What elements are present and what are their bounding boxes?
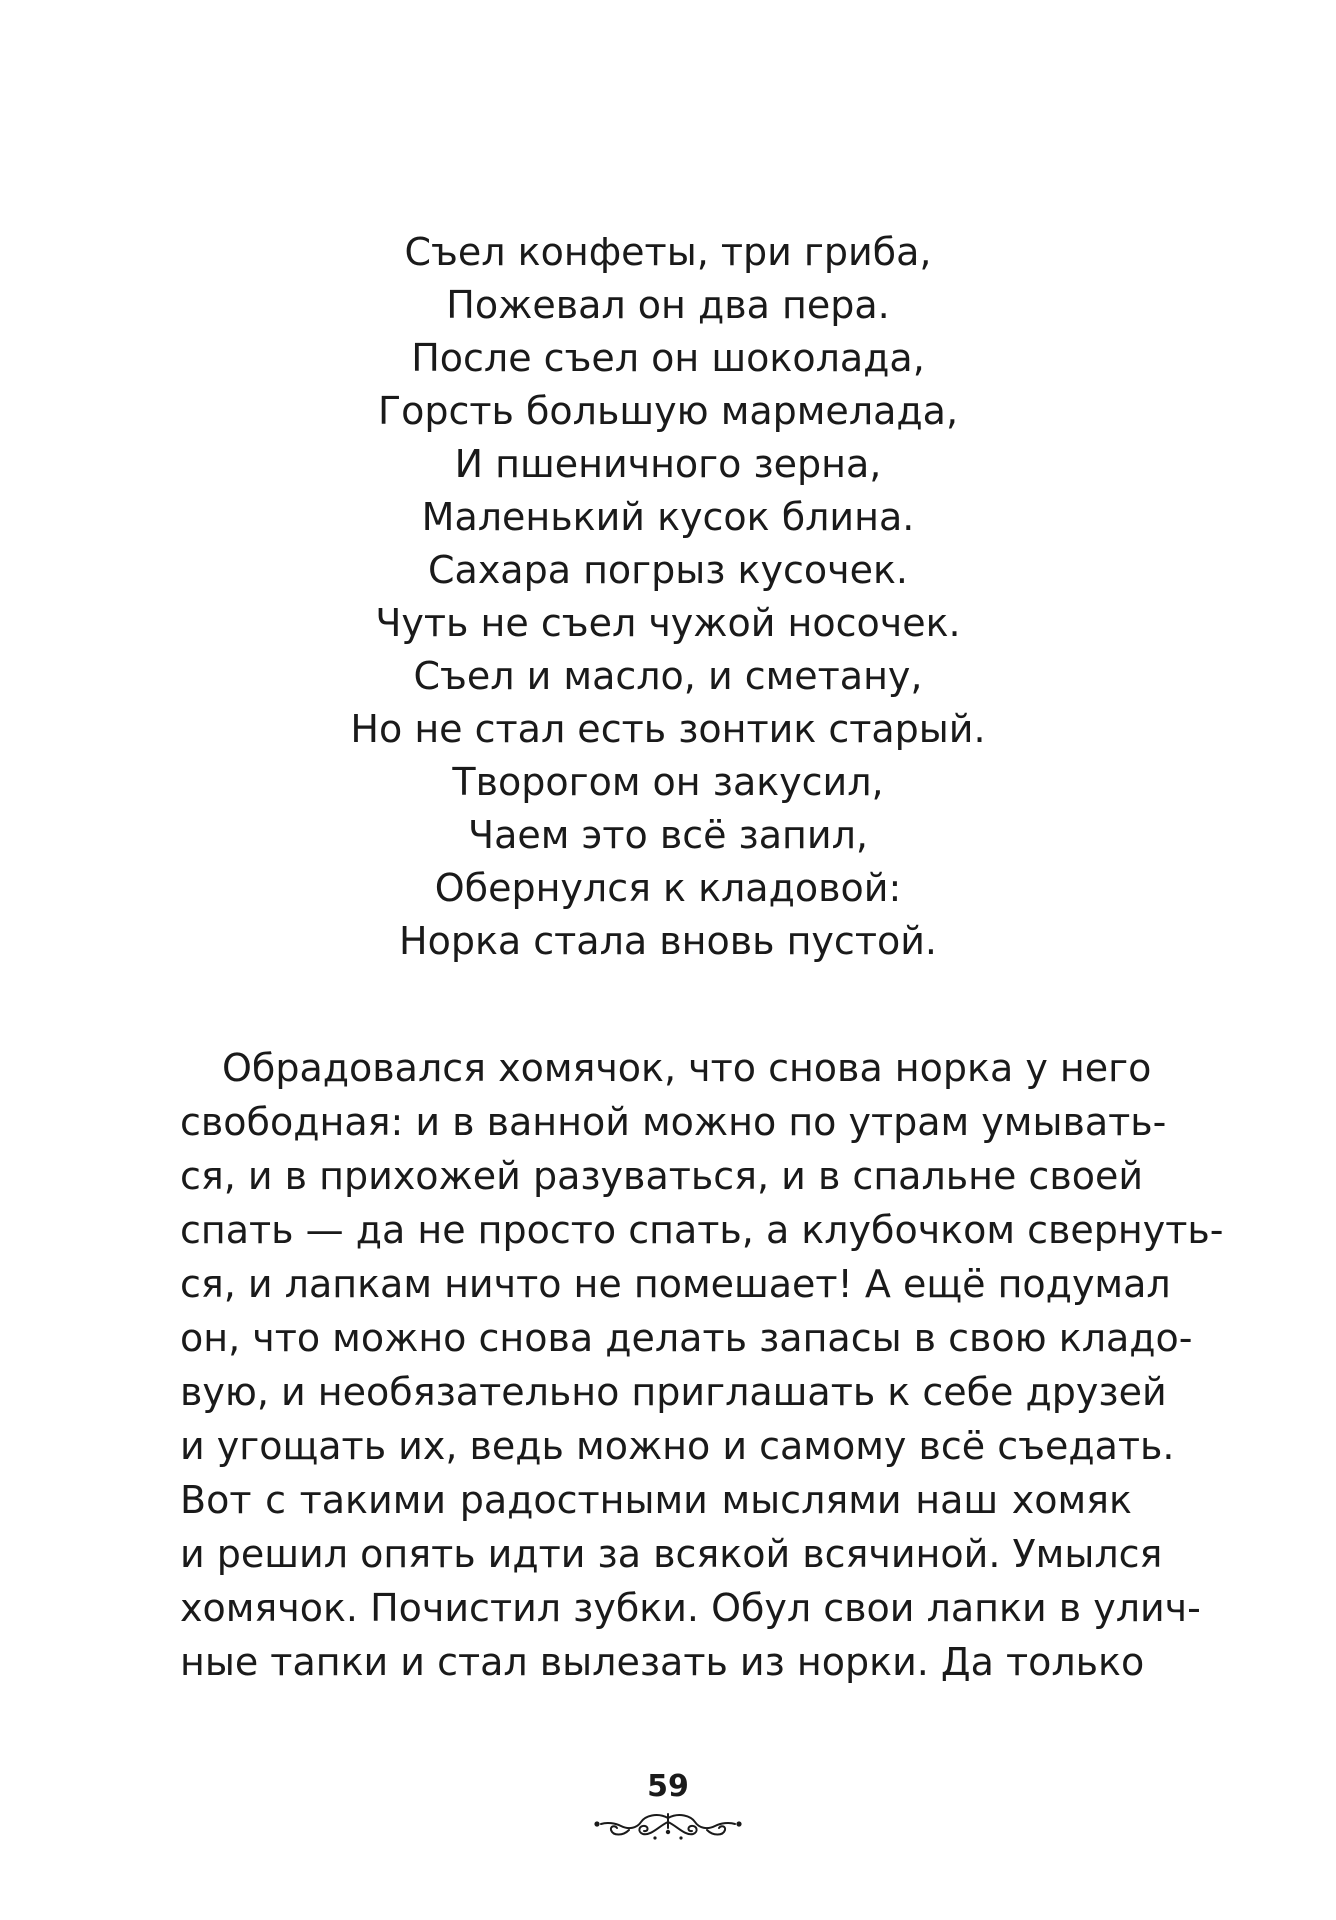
prose-line: Обрадовался хомячок, что снова норка у него <box>222 1046 1152 1090</box>
poem-line: Горсть большую мармелада, <box>377 389 959 433</box>
poem-line: Чаем это всё запил, <box>468 813 868 857</box>
poem-line: Съел и масло, и сметану, <box>413 654 923 698</box>
prose-line: ные тапки и стал вылезать из норки. Да только <box>180 1640 1145 1684</box>
page-footer <box>0 1770 1336 1842</box>
prose-line: и угощать их, ведь можно и самому всё съедать. <box>180 1424 1175 1468</box>
poem-line: После съел он шоколада, <box>411 336 925 380</box>
prose-paragraph <box>180 1041 1224 1689</box>
poem <box>0 226 1336 968</box>
poem-line: Сахара погрыз кусочек. <box>428 548 908 592</box>
page-number: 59 <box>647 1769 689 1804</box>
prose-line: свободная: и в ванной можно по утрам умывать- <box>180 1100 1167 1144</box>
prose-line: ся, и в прихожей разуваться, и в спальне своей <box>180 1154 1144 1198</box>
prose-line: и решил опять идти за всякой всячиной. Умылся <box>180 1532 1163 1576</box>
prose-line: хомячок. Почистил зубки. Обул свои лапки в улич- <box>180 1586 1201 1630</box>
poem-line: Обернулся к кладовой: <box>434 866 902 910</box>
prose-line: ся, и лапкам ничто не помешает! А ещё подумал <box>180 1262 1171 1306</box>
poem-line: Съел конфеты, три гриба, <box>404 230 932 274</box>
poem-line: Норка стала вновь пустой. <box>399 919 937 963</box>
prose-line: вую, и необязательно приглашать к себе друзей <box>180 1370 1167 1414</box>
prose-line: спать — да не просто спать, а клубочком свернуть- <box>180 1208 1224 1252</box>
poem-line: Пожевал он два пера. <box>446 283 890 327</box>
scroll-flourish-icon <box>593 1808 743 1842</box>
prose-line: Вот с такими радостными мыслями наш хомяк <box>180 1478 1132 1522</box>
prose-line: он, что можно снова делать запасы в свою кладо- <box>180 1316 1193 1360</box>
poem-line: И пшеничного зерна, <box>454 442 882 486</box>
poem-line: Творогом он закусил, <box>452 760 884 804</box>
poem-line: Маленький кусок блина. <box>421 495 915 539</box>
poem-line: Но не стал есть зонтик старый. <box>350 707 986 751</box>
poem-line: Чуть не съел чужой носочек. <box>375 601 961 645</box>
